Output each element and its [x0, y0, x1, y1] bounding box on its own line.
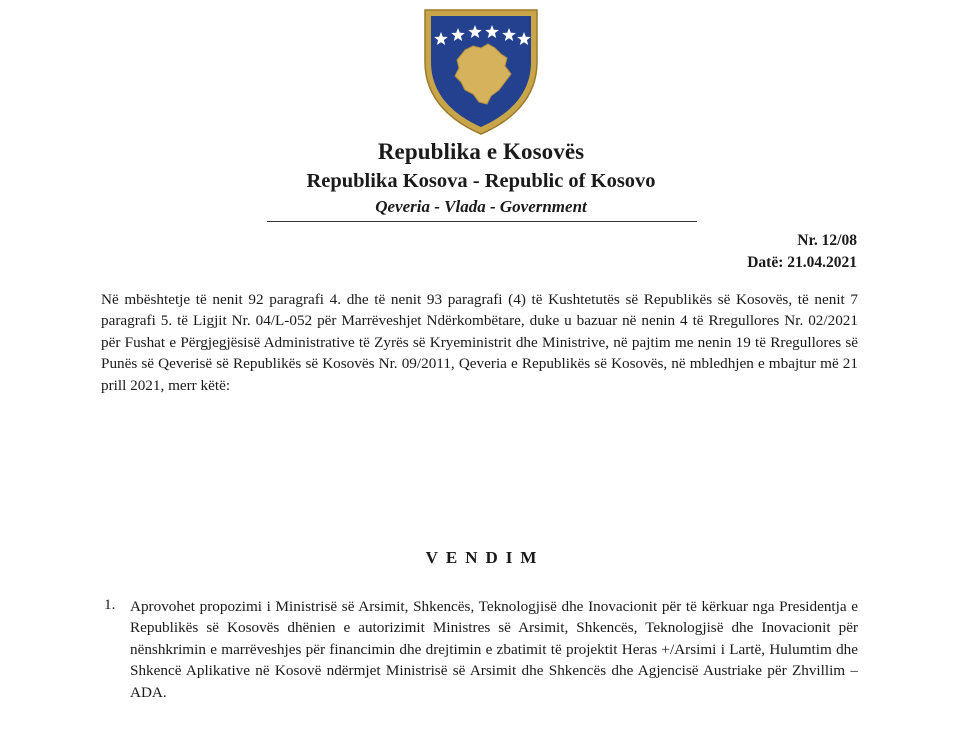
country-title: Republika e Kosovës: [377, 139, 585, 164]
decision-item-number: 1.: [104, 596, 116, 613]
government-title: Qeveria - Vlada - Government: [375, 197, 587, 216]
decision-title: VENDIM: [425, 548, 545, 567]
decision-item-text: Aprovohet propozimi i Ministrisë së Arsimit, Shkencës, Teknologjisë dhe Inovacionit për të kërkuar nga Presidentja e Republikës së Kosovës dhënien e autorizimit Ministres së Arsimit, Shkencës, Teknologjisë dhe Inovacionit për nënshkrimin e marrëveshjes për financimin dhe drejtimin e zbatimit të projektit Heras +/Arsimi i Lartë, Hulumtim dhe Shkencë Aplikative në Kosovë ndërmjet Ministrisë së Arsimit dhe Shkencës dhe Agjencisë Austriake për Zhvillim – ADA.: [130, 598, 858, 701]
document-number: Nr. 12/08: [797, 232, 857, 249]
preamble-paragraph: Në mbështetje të nenit 92 paragrafi 4. dhe të nenit 93 paragrafi (4) të Kushtetutës së Republikës së Kosovës, të nenit 7 paragrafi 5. të Ligjit Nr. 04/L-052 për Marrëveshjet Ndërkombëtare, duke u bazuar në nenin 4 të Rregullores Nr. 02/2021 për Fushat e Përgjegjësisë Administrative të Zyrës së Kryeministrit dhe Ministrive, në pajtim me nenin 19 të Rregullores së Punës së Qeverisë së Republikës së Kosovës Nr. 09/2011, Qeveria e Republikës së Kosovës, në mbledhjen e mbajtur më 21 prill 2021, merr këtë:: [101, 291, 858, 394]
kosovo-coat-of-arms-icon: [421, 4, 541, 138]
country-subtitle: Republika Kosova - Republic of Kosovo: [306, 170, 656, 192]
document-date: Datë: 21.04.2021: [747, 254, 857, 271]
document-reference: [747, 230, 857, 274]
header-divider: [267, 221, 697, 222]
